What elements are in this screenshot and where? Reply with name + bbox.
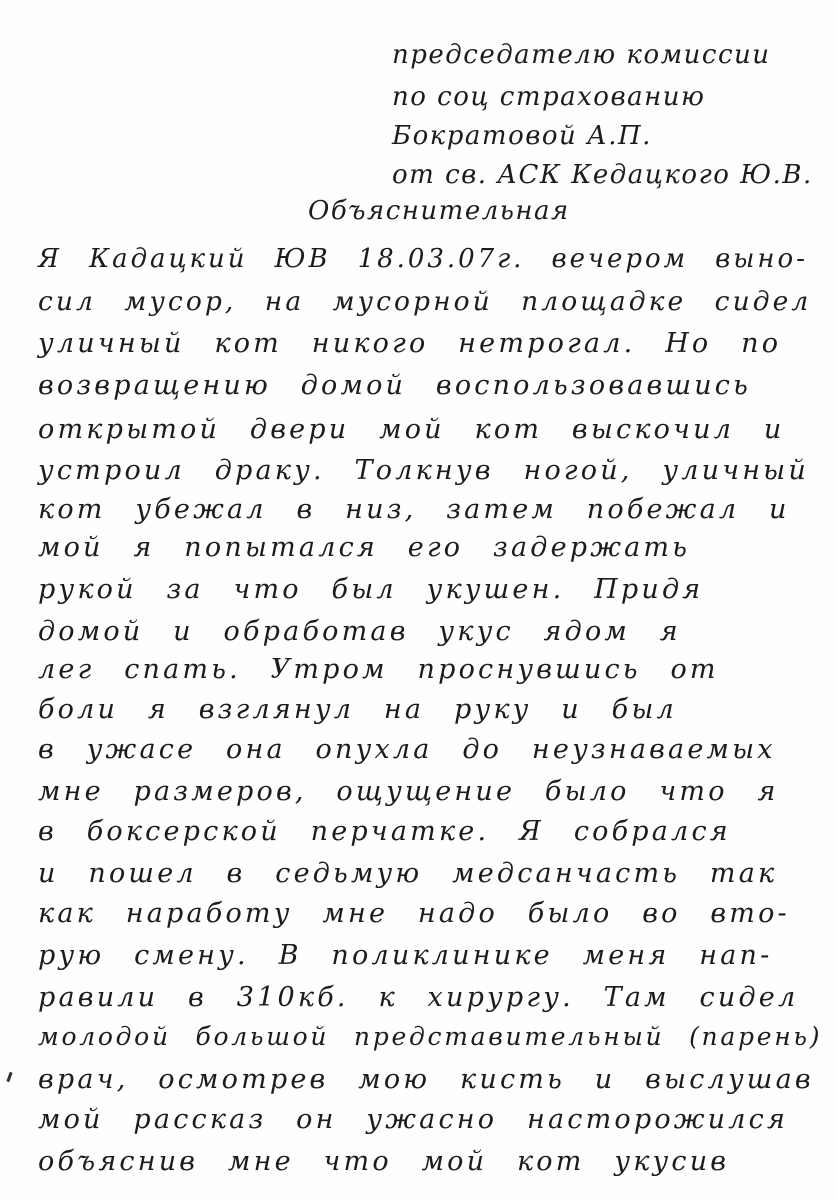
body-line-4: возвращению домой воспользовавшись — [38, 370, 752, 401]
body-line-18: рую смену. В поликлинике меня нап- — [38, 940, 773, 971]
body-line-22: мой рассказ он ужасно насторожился — [38, 1104, 789, 1135]
body-line-12: боли я взглянул на руку и был — [38, 694, 677, 725]
body-line-10: домой и обработав укус ядом я — [38, 616, 681, 647]
body-line-7: кот убежал в низ, затем побежал и — [38, 494, 790, 525]
body-line-16: и пошел в седьмую медсанчасть так — [38, 858, 778, 889]
addressee-line-1: председателю комиссии — [392, 40, 771, 70]
body-line-17: как наработу мне надо было во вто- — [38, 898, 790, 929]
body-line-3: уличный кот никого нетрогал. Но по — [38, 328, 782, 359]
body-line-13: в ужасе она опухла до неузнаваемых — [38, 734, 776, 765]
body-line-23: объяснив мне что мой кот укусив — [38, 1146, 730, 1177]
body-line-19: равили в 310кб. к хирургу. Там сидел — [38, 982, 799, 1013]
body-line-21: врач, осмотрев мою кисть и выслушав — [38, 1064, 814, 1095]
body-line-20: молодой большой представительный (парень) — [38, 1022, 823, 1051]
body-line-2: сил мусор, на мусорной площадке сидел — [38, 286, 812, 317]
body-line-1: Я Кадацкий ЮВ 18.03.07г. вечером выно- — [38, 244, 808, 274]
body-line-15: в боксерской перчатке. Я собрался — [38, 816, 731, 847]
body-line-14: мне размеров, ощущение было что я — [38, 776, 779, 807]
body-line-6: устроил драку. Толкнув ногой, уличный — [38, 455, 809, 486]
body-line-5: открытой двери мой кот выскочил и — [38, 414, 785, 445]
addressee-line-3: Бократовой А.П. — [392, 121, 652, 151]
body-line-8: мой я попытался его задержать — [38, 532, 691, 563]
sender-line: от св. АСК Кедацкого Ю.В. — [392, 160, 813, 190]
body-line-11: лег спать. Утром проснувшись от — [38, 654, 719, 685]
document-title: Объяснительная — [308, 196, 570, 226]
margin-stroke-mark — [6, 1072, 12, 1082]
body-line-9: рукой за что был укушен. Придя — [38, 574, 704, 605]
addressee-line-2: по соц страхованию — [392, 82, 706, 112]
